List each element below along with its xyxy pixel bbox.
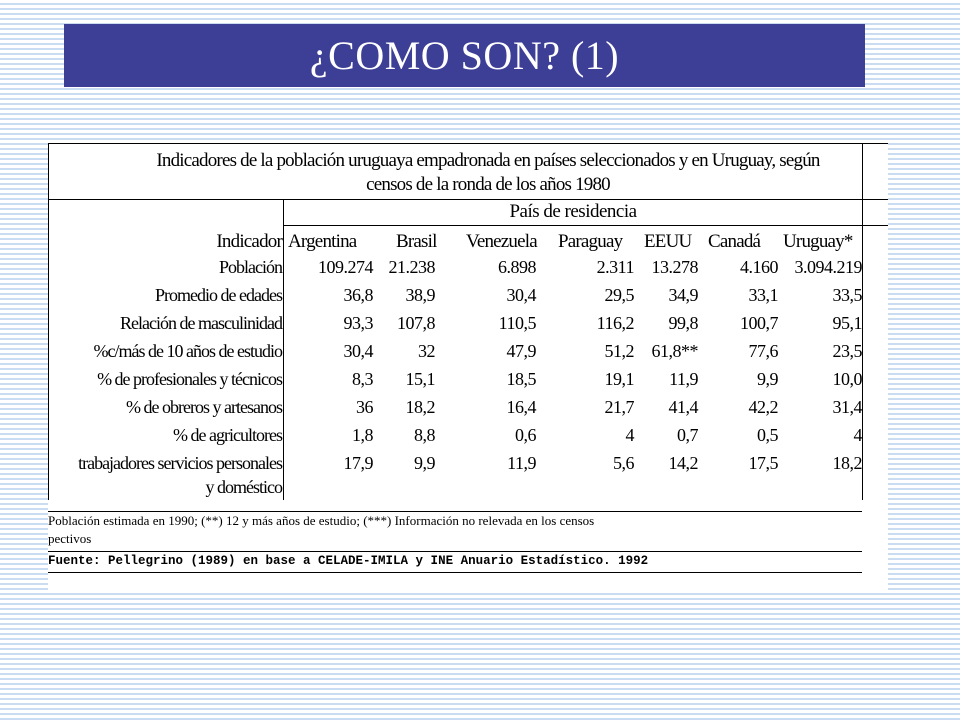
table-cell: 31,4 — [832, 397, 862, 417]
table-heading-divider — [48, 199, 888, 200]
table-cell: 93,3 — [343, 313, 373, 333]
table-cell: 0,5 — [757, 425, 778, 445]
row-label: % de profesionales y técnicos — [97, 369, 282, 389]
column-header: EEUU — [644, 231, 692, 252]
table-cell: 36,8 — [343, 285, 373, 305]
table-cell: 33,1 — [748, 285, 778, 305]
indicator-column-divider — [283, 199, 284, 500]
table-cell: 29,5 — [604, 285, 634, 305]
page-title: ¿COMO SON? (1) — [309, 33, 620, 78]
title-banner — [64, 24, 865, 87]
notes-middle-border — [48, 551, 862, 552]
column-header: Venezuela — [466, 231, 537, 252]
row-label: % de agricultores — [173, 425, 282, 445]
table-cell: 11,9 — [669, 369, 698, 389]
indicator-header: Indicador — [216, 231, 282, 252]
table-cell: 23,5 — [832, 341, 862, 361]
table-cell: 34,9 — [668, 285, 698, 305]
table-cell: 15,1 — [405, 369, 435, 389]
table-cell: 18,2 — [405, 397, 435, 417]
table-cell: 0,6 — [515, 425, 536, 445]
table-cell: 18,2 — [832, 453, 862, 473]
notes-bottom-border — [48, 572, 862, 573]
table-cell: 116,2 — [596, 313, 634, 333]
table-cell: 2.311 — [596, 257, 634, 277]
table-cell: 9,9 — [414, 453, 435, 473]
table-cell: 51,2 — [604, 341, 634, 361]
row-label: % de obreros y artesanos — [126, 397, 282, 417]
column-header: Argentina — [288, 231, 357, 252]
table-cell: 21.238 — [388, 257, 435, 277]
table-cell: 6.898 — [498, 257, 536, 277]
table-cell: 4 — [853, 425, 862, 445]
table-cell: 100,7 — [740, 313, 778, 333]
table-cell: 30,4 — [343, 341, 373, 361]
table-cell: 21,7 — [604, 397, 634, 417]
notes-top-border — [48, 511, 862, 512]
table-cell: 1,8 — [352, 425, 373, 445]
row-label: Promedio de edades — [155, 285, 282, 305]
table-cell: 18,5 — [506, 369, 536, 389]
row-label-continuation: y doméstico — [205, 477, 282, 497]
table-cell: 77,6 — [748, 341, 778, 361]
table-cell: 9,9 — [757, 369, 778, 389]
indicators-table — [48, 143, 888, 593]
table-cell: 17,5 — [748, 453, 778, 473]
group-header: País de residencia — [509, 201, 637, 222]
table-heading-line2: censos de la ronda de los años 1980 — [366, 174, 610, 195]
table-cell: 38,9 — [405, 285, 435, 305]
table-cell: 33,5 — [832, 285, 862, 305]
group-header-divider — [283, 225, 888, 226]
table-heading-line1: Indicadores de la población uruguaya empadronada en países seleccionados y en Uruguay, según — [156, 150, 820, 171]
table-cell: 30,4 — [506, 285, 536, 305]
table-cell: 11,9 — [507, 453, 536, 473]
row-label: trabajadores servicios personales — [78, 453, 282, 473]
table-top-border — [48, 143, 888, 144]
table-cell: 110,5 — [498, 313, 536, 333]
table-cell: 16,4 — [506, 397, 536, 417]
table-cell: 14,2 — [668, 453, 698, 473]
table-cell: 42,2 — [748, 397, 778, 417]
table-cell: 13.278 — [651, 257, 698, 277]
table-cell: 47,9 — [506, 341, 536, 361]
footnote-line2: pectivos — [48, 531, 92, 546]
table-cell: 17,9 — [343, 453, 373, 473]
footnote-line1: Población estimada en 1990; (**) 12 y más años de estudio; (***) Información no relevada en los censos — [48, 513, 595, 528]
table-cell: 10,0 — [832, 369, 862, 389]
table-cell: 61,8** — [651, 341, 698, 361]
table-cell: 99,8 — [668, 313, 698, 333]
table-heading — [108, 149, 868, 197]
table-cell: 19,1 — [604, 369, 634, 389]
column-header: Paraguay — [558, 231, 623, 252]
table-cell: 4.160 — [740, 257, 778, 277]
column-header: Canadá — [708, 231, 761, 252]
table-cell: 4 — [625, 425, 634, 445]
table-cell: 5,6 — [613, 453, 634, 473]
table-cell: 8,8 — [414, 425, 435, 445]
table-left-border — [48, 143, 49, 500]
table-cell: 109.274 — [318, 257, 373, 277]
table-cell: 0,7 — [677, 425, 698, 445]
column-header: Brasil — [396, 231, 437, 252]
table-cell: 32 — [418, 341, 435, 361]
table-cell: 107,8 — [397, 313, 435, 333]
table-cell: 8,3 — [352, 369, 373, 389]
row-label: Relación de masculinidad — [120, 313, 282, 333]
table-cell: 41,4 — [668, 397, 698, 417]
row-label: Población — [219, 257, 282, 277]
table-cell: 36 — [356, 397, 373, 417]
table-cell: 95,1 — [832, 313, 862, 333]
row-label: %c/más de 10 años de estudio — [93, 341, 282, 361]
table-cell: 3.094.219 — [794, 257, 862, 277]
source-note: Fuente: Pellegrino (1989) en base a CELADE-IMILA y INE Anuario Estadístico. 1992 — [48, 554, 649, 568]
column-header: Uruguay* — [783, 231, 853, 252]
